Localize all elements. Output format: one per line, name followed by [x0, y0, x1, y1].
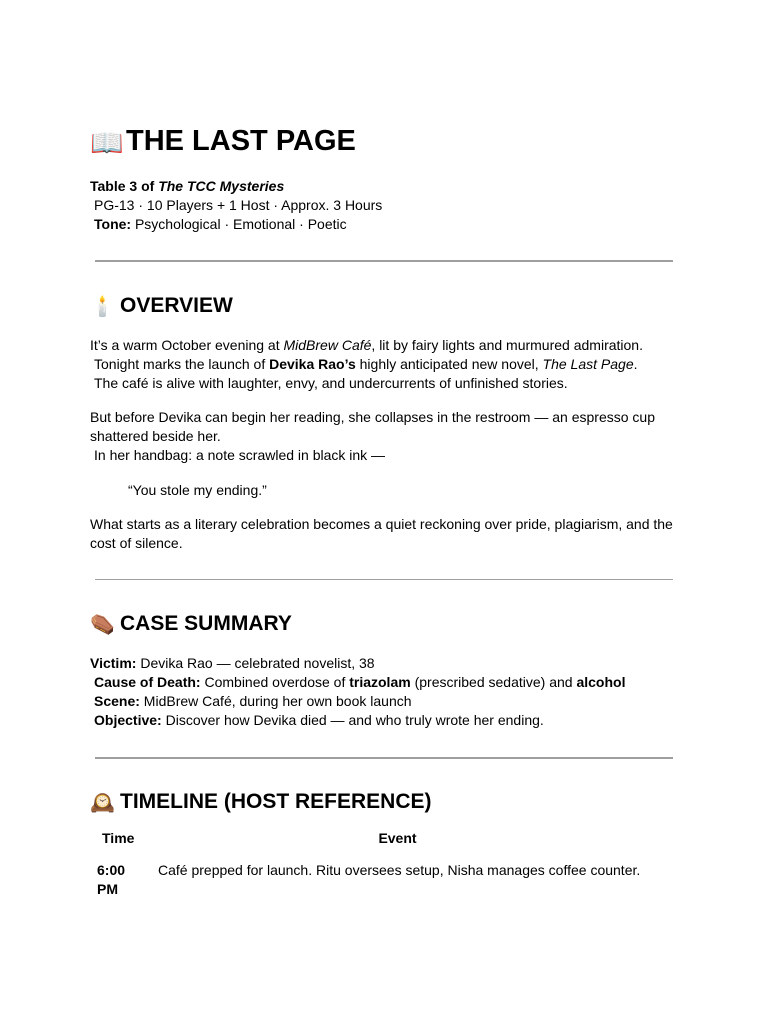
- title-text: THE LAST PAGE: [126, 125, 356, 157]
- section-divider: [95, 260, 673, 262]
- time-cell: 6:00 PM: [97, 862, 126, 897]
- overview-line: It’s a warm October evening at MidBrew Café, lit by fairy lights and murmured admiration.: [90, 337, 643, 353]
- section-divider: [95, 757, 673, 759]
- novel-title: The Last Page: [542, 356, 634, 372]
- table-header-row: [97, 828, 677, 847]
- victim-name: Devika Rao’s: [269, 356, 356, 372]
- candle-icon: 🕯️: [90, 296, 115, 318]
- timeline-heading: [90, 789, 432, 816]
- mantel-clock-icon: 🕰️: [90, 792, 115, 814]
- case-summary-heading-text: CASE SUMMARY: [120, 612, 292, 635]
- note-quote: “You stole my ending.”: [128, 482, 267, 498]
- table-series-line: [90, 177, 284, 196]
- objective-line: Objective: Discover how Devika died — and who truly wrote her ending.: [94, 712, 544, 728]
- cafe-name: MidBrew Café: [283, 337, 372, 353]
- overview-line: Tonight marks the launch of Devika Rao’s highly anticipated new novel, The Last Page.: [94, 356, 638, 372]
- tone-line: [90, 215, 347, 234]
- event-cell: Café prepped for launch. Ritu oversees setup, Nisha manages coffee counter.: [158, 862, 641, 878]
- overview-line: But before Devika can begin her reading, she collapses in the restroom — an espresso cup: [90, 409, 655, 425]
- overview-line: What starts as a literary celebration becomes a quiet reckoning over pride, plagiarism, and the: [90, 516, 673, 532]
- case-summary-heading: [90, 611, 292, 638]
- column-header-time: Time: [102, 829, 135, 846]
- overview-line: The café is alive with laughter, envy, and undercurrents of unfinished stories.: [94, 375, 568, 391]
- column-header-event: Event: [378, 829, 417, 846]
- players-line: PG-13 · 10 Players + 1 Host · Approx. 3 Hours: [94, 197, 383, 213]
- overview-heading: [90, 293, 233, 320]
- overview-heading-text: OVERVIEW: [120, 294, 233, 317]
- victim-line: Victim: Devika Rao — celebrated novelist, 38: [90, 655, 375, 671]
- tone-label: Tone:: [94, 216, 132, 232]
- table-prefix: Table 3 of: [90, 178, 159, 194]
- coffin-icon: ⚰️: [90, 614, 115, 636]
- timeline-heading-text: TIMELINE (HOST REFERENCE): [120, 790, 432, 813]
- timeline-table: [97, 828, 677, 899]
- table-series: The TCC Mysteries: [158, 178, 285, 194]
- overview-line: In her handbag: a note scrawled in black ink —: [94, 447, 386, 463]
- tone-value: Psychological · Emotional · Poetic: [131, 216, 347, 232]
- open-book-icon: 📖: [90, 128, 124, 158]
- table-row: [97, 861, 677, 899]
- cause-of-death-line: Cause of Death: Combined overdose of triazolam (prescribed sedative) and alcohol: [94, 674, 626, 690]
- scene-line: Scene: MidBrew Café, during her own book launch: [94, 693, 412, 709]
- overview-line: cost of silence.: [90, 535, 183, 551]
- overview-line: shattered beside her.: [90, 428, 221, 444]
- section-divider: [95, 579, 673, 580]
- document-title: [90, 124, 356, 160]
